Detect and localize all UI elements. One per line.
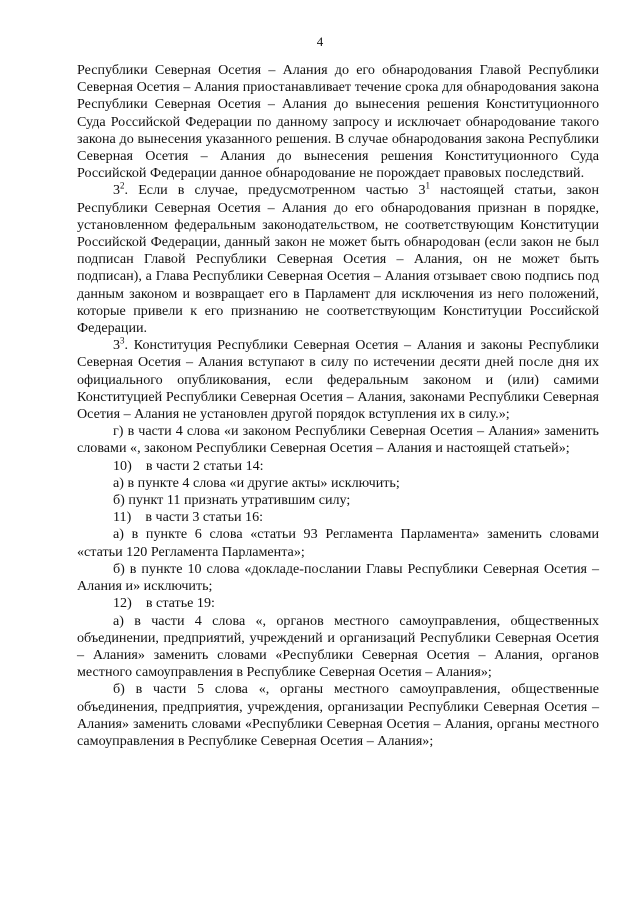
list-item-11b xyxy=(77,561,599,595)
list-item-12a xyxy=(77,613,599,682)
paragraph-text: 11) в части 3 статьи 16: xyxy=(113,509,264,526)
page-number: 4 xyxy=(316,34,324,49)
paragraph-text: б) в части 5 слова «, органы местного самоуправления, общественные объединения, предприятия, учреждения, организации Республики Северная Осетия – Алания» заменить словами «Республики Северная Осетия – Алания, органы местного самоуправления в Республике Северная Осетия – Алания»; xyxy=(77,681,599,749)
paragraph-number: 3 xyxy=(113,182,121,199)
paragraph-text: а) в пункте 6 слова «статьи 93 Регламента Парламента» заменить словами «статьи 120 Регламента Парламента»; xyxy=(77,526,599,560)
paragraph-3-2 xyxy=(77,182,599,337)
list-item-10b xyxy=(77,492,599,509)
list-item-12b xyxy=(77,681,599,750)
paragraph-text: 12) в статье 19: xyxy=(113,595,215,612)
paragraph-superscript: 3 xyxy=(120,335,125,346)
document-body xyxy=(77,62,599,750)
list-item-10 xyxy=(77,458,599,475)
paragraph-text: б) в пункте 10 слова «докладе-послании Главы Республики Северная Осетия – Алания и» исключить; xyxy=(77,560,599,595)
reference-superscript: 1 xyxy=(425,180,430,191)
paragraph-text: 10) в части 2 статьи 14: xyxy=(113,457,264,474)
paragraph-text: а) в пункте 4 слова «и другие акты» исключить; xyxy=(113,474,400,491)
paragraph-superscript: 2 xyxy=(120,180,125,191)
paragraph-text: б) пункт 11 признать утратившим силу; xyxy=(113,492,351,509)
paragraph-text: г) в части 4 слова «и законом Республики Северная Осетия – Алания» заменить словами «, законом Республики Северная Осетия – Алания и настоящей статьей»; xyxy=(77,423,599,457)
paragraph-text: . Если в случае, предусмотренном частью 3 xyxy=(124,182,426,199)
list-item-10a xyxy=(77,475,599,492)
paragraph-number: 3 xyxy=(113,337,121,354)
list-item-11a xyxy=(77,526,599,560)
paragraph-text: а) в части 4 слова «, органов местного самоуправления, общественных объединении, предприятий, учреждений и организаций Республики Северная Осетия – Алания» заменить словами «Республики Северная Осетия – Алания, органов местного самоуправления в Республике Северная Осетия – Алания»; xyxy=(77,612,599,681)
paragraph-text: . Конституция Республики Северная Осетия – Алания и законы Республики Северная Осетия – Алания вступают в силу по истечении десяти дней после дня их официального опубликования, если федеральным законом и (или) самими Конституцией Республики Северная Осетия – Алания, законами Республики Северная Осетия – Алания не установлен другой порядок вступления их в силу.»; xyxy=(77,337,599,423)
paragraph-text: Республики Северная Осетия – Алания до его обнародования Главой Республики Северная Осетия – Алания приостанавливает течение срока для обнародования закона Республики Северная Осетия – Алания до вынесения решения Конституционного Суда Российской Федерации по данному запросу и исключает обнародование такого закона до вынесения указанного решения. В случае обнародования закона Республики Северная Осетия – Алания до вынесения решения Конституционного Суда Российской Федерации данное обнародование не порождает правовых последствий. xyxy=(77,62,599,182)
list-item-12 xyxy=(77,595,599,612)
list-item-11 xyxy=(77,509,599,526)
paragraph-continuation xyxy=(77,62,599,182)
paragraph-text-continued: настоящей статьи, закон Республики Северная Осетия – Алания до его обнародования признан в порядке, установленном федеральным законодательством, не соответствующим Конституции Российской Федерации, данный закон не может быть обнародован (если закон не был подписан Главой Республики Северная Осетия – Алания, он не может быть подписан), а Глава Республики Северная Осетия – Алания отзывает свою подпись под данным законом и возвращает его в Парламент для исключения из него положений, которые привели к его признанию не соответствующим Конституции Российской Федерации. xyxy=(77,182,599,337)
paragraph-3-3 xyxy=(77,337,599,423)
list-item-g xyxy=(77,423,599,457)
